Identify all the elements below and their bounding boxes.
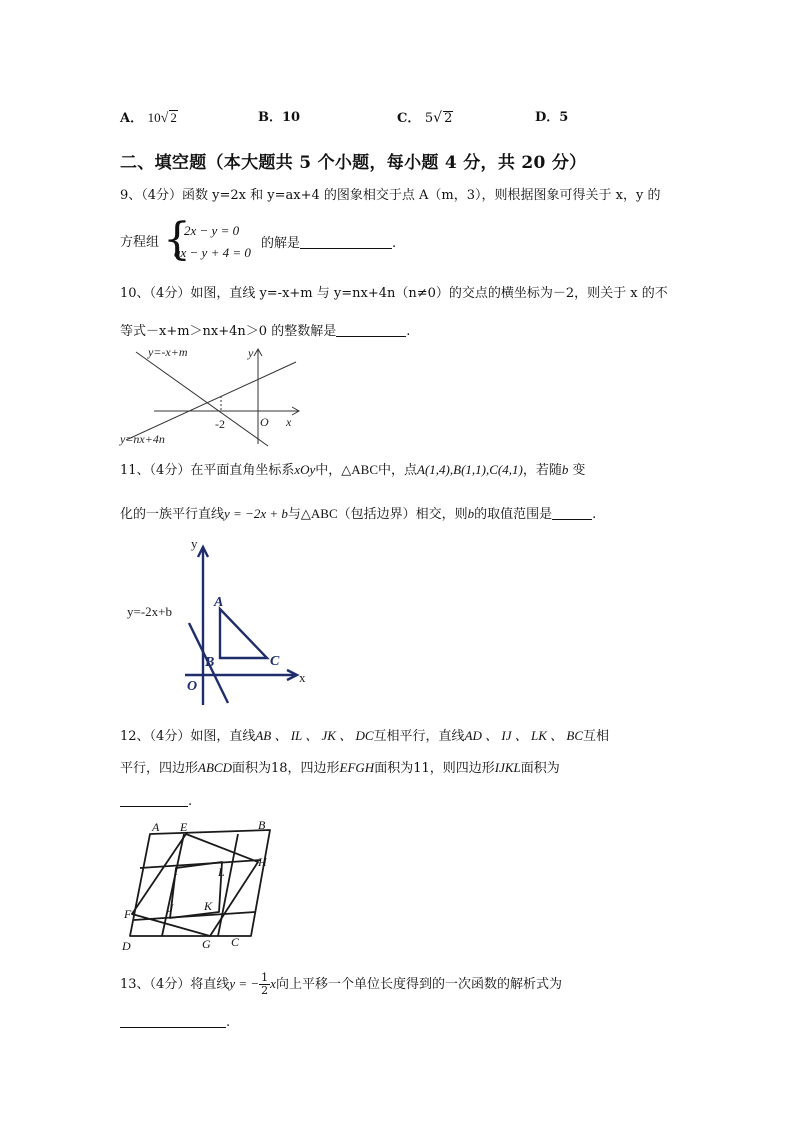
q11-label-b: B xyxy=(205,655,215,670)
q12-label-h: H xyxy=(258,855,267,869)
option-d: D．5 xyxy=(535,110,569,125)
q9-eq1: 2x − y = 0 xyxy=(184,223,240,238)
q11-label-x: x xyxy=(299,670,306,685)
q13-answer-blank[interactable] xyxy=(120,1013,226,1028)
option-c: C． 5√ 2 xyxy=(397,110,453,126)
option-b-value: 10 xyxy=(282,110,301,125)
q11-triangle xyxy=(220,609,267,658)
q9-suffix: 的解是 . xyxy=(261,236,397,251)
q11-figure xyxy=(125,535,315,710)
q12-line1: 12、（4分）如图，直线AB 、 IL 、 JK 、 DC互相平行，直线AD 、 IJ 、 LK 、 BC互相 xyxy=(120,728,610,744)
q9-brace: { xyxy=(163,214,191,265)
q11-line2: 化的一族平行直线y = −2x + b与△ABC（包括边界）相交，则b的取值范围是 . xyxy=(120,506,597,522)
q12-label-e: E xyxy=(180,820,188,834)
q13-fraction: $\frac{1}{2}$ xyxy=(261,971,269,997)
section-title: 二、填空题（本大题共 5 个小题，每小题 4 分，共 20 分） xyxy=(120,153,587,173)
q12-label-c: C xyxy=(231,935,240,949)
q10-label-y: y xyxy=(248,346,254,360)
option-a-letter: A． xyxy=(120,111,144,126)
option-b: B．10 xyxy=(258,110,301,125)
q12-line-jk xyxy=(134,912,255,920)
q12-label-a: A xyxy=(152,820,160,834)
q11-label-a: A xyxy=(214,595,224,610)
q12-label-b: B xyxy=(258,818,266,832)
q10-label-x: x xyxy=(286,415,292,429)
q10-answer-blank[interactable] xyxy=(336,322,406,337)
q12-label-i: I xyxy=(174,864,178,878)
q12-figure xyxy=(118,818,278,954)
q13-line1: 13、（4分）将直线y = − $\frac{1}{2}$ x向上平移一个单位长度得到的一次函数的解析式为 xyxy=(120,971,562,997)
q12-label-l: L xyxy=(218,865,225,879)
q10-line-increasing xyxy=(126,362,296,440)
q12-quad-efgh xyxy=(132,834,258,936)
q9-line1: 9、（4分）函数 y=2x 和 y=ax+4 的图象相交于点 A（m，3），则根据图象可得关于 x，y 的 xyxy=(120,188,661,203)
q12-label-k: K xyxy=(204,899,213,913)
option-d-value: 5 xyxy=(559,110,569,125)
q10-label-o: O xyxy=(260,415,269,429)
option-a-value: 10√ 2 xyxy=(147,110,177,126)
q11-label-y: y xyxy=(191,536,198,551)
q11-answer-blank[interactable] xyxy=(552,505,592,520)
q11-label-c: C xyxy=(270,654,280,669)
q10-figure xyxy=(118,344,308,448)
q12-label-f: F xyxy=(124,907,132,921)
q10-label-l2: y=nx+4n xyxy=(120,432,165,446)
q12-line-ij xyxy=(162,834,184,936)
q11-line1: 11、（4分）在平面直角坐标系xOy中，△ABC中，点A(1,4),B(1,1),C(4,1)，若随b 变 xyxy=(120,462,586,478)
q12-label-d: D xyxy=(122,939,131,953)
q9-system-prefix: 方程组 xyxy=(120,235,160,250)
q12-answer-blank[interactable] xyxy=(120,792,188,807)
q12-line-il xyxy=(140,860,261,868)
q12-label-g: G xyxy=(202,937,211,951)
option-c-value: 5√ 2 xyxy=(424,110,453,126)
q10-line2: 等式－x+m＞nx+4n＞0 的整数解是 . xyxy=(120,324,411,339)
q13-line2: . xyxy=(120,1013,230,1032)
q9-eq2: ax − y + 4 = 0 xyxy=(174,245,251,260)
q12-label-j: J xyxy=(168,901,174,915)
q10-label-l1: y=-x+m xyxy=(148,345,188,359)
q12-line3: . xyxy=(120,792,192,811)
q12-line2: 平行，四边形ABCD面积为18，四边形EFGH面积为11，则四边形IJKL面积为 xyxy=(120,760,560,776)
q10-label-neg2: -2 xyxy=(215,417,225,431)
option-a xyxy=(120,109,178,128)
q9-answer-blank[interactable] xyxy=(300,234,392,249)
q11-label-line: y=-2x+b xyxy=(127,604,172,619)
q11-label-o: O xyxy=(187,679,198,694)
q10-line1: 10、（4分）如图，直线 y=-x+m 与 y=nx+4n（n≠0）的交点的横坐标为－2，则关于 x 的不 xyxy=(120,286,668,301)
